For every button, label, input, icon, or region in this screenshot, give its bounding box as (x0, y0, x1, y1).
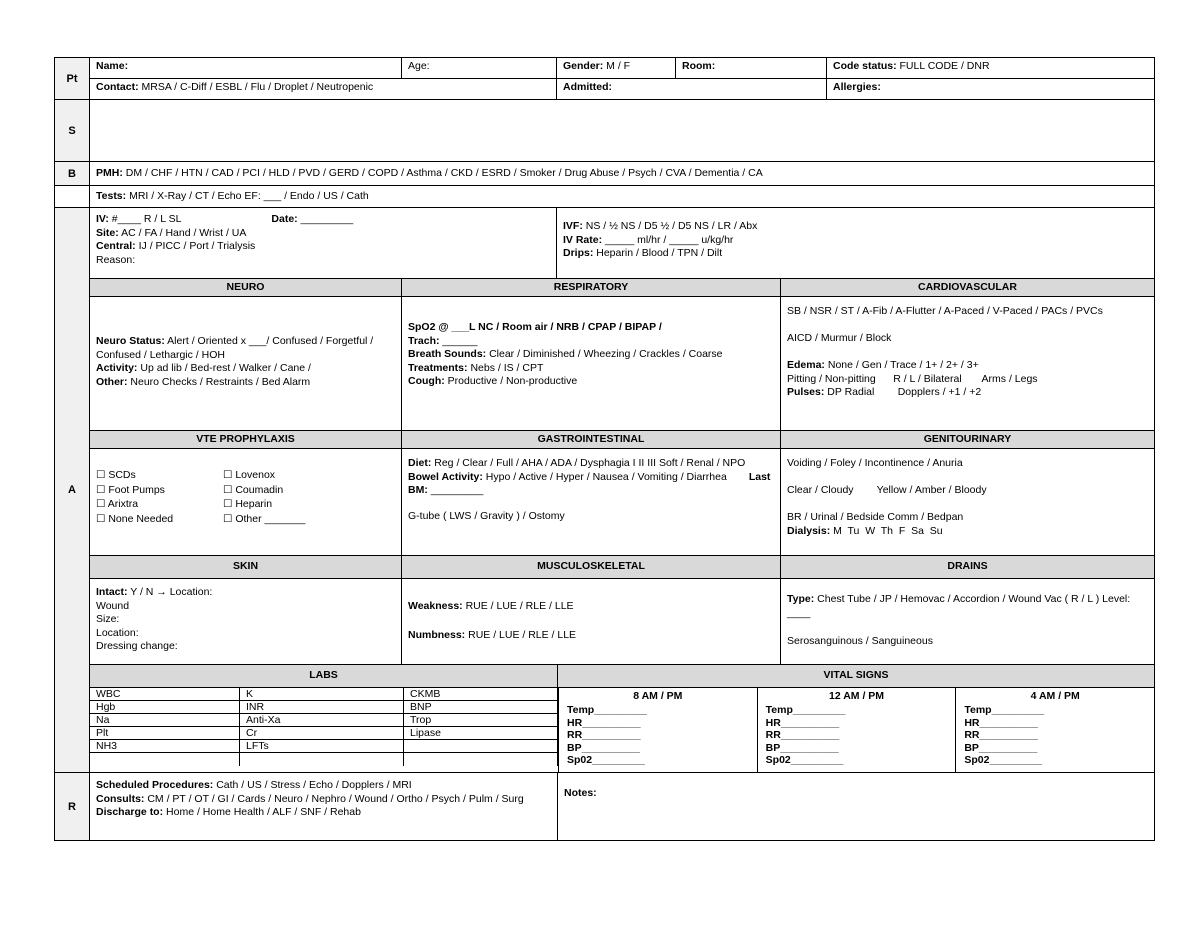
sbar-report-sheet (54, 57, 1155, 841)
lab-cell[interactable]: CKMB (404, 688, 558, 701)
respiratory-header: RESPIRATORY (402, 279, 781, 296)
lab-cell[interactable]: Plt (90, 727, 240, 740)
admitted-field[interactable]: Admitted: (557, 79, 827, 99)
lab-cell[interactable]: K (240, 688, 404, 701)
lab-cell[interactable] (240, 753, 404, 766)
vte-header: VTE PROPHYLAXIS (90, 431, 402, 448)
lab-cell[interactable]: BNP (404, 701, 558, 714)
age-field[interactable]: Age: (402, 58, 557, 78)
name-field[interactable]: Name: (90, 58, 402, 78)
drains-header: DRAINS (781, 556, 1154, 578)
cardiovascular-block[interactable]: SB / NSR / ST / A-Fib / A-Flutter / A-Paced / V-Paced / PACs / PVCs AICD / Murmur / Block Edema: None / Gen / Trace / 1+ / 2+ / 3+ Pitting / Non-pitting R / L / Bilateral Arms / Legs Pulses: DP Radial Dopplers / +1 / +2 (787, 305, 1103, 398)
patient-row (55, 58, 1154, 100)
label-b: B (55, 162, 90, 185)
label-r: R (55, 773, 90, 840)
lab-cell[interactable] (90, 753, 240, 766)
skin-header: SKIN (90, 556, 402, 578)
gu-block[interactable]: Voiding / Foley / Incontinence / Anuria Clear / Cloudy Yellow / Amber / Bloody BR / Urinal / Bedside Comm / Bedpan Dialysis: M Tu W Th F Sa Su (787, 457, 987, 537)
lab-cell[interactable]: LFTs (240, 740, 404, 753)
vitals-col-4am[interactable]: 4 AM / PM Temp_________ HR__________ RR__________ BP__________ Sp02_________ (964, 690, 1080, 766)
gu-header: GENITOURINARY (781, 431, 1154, 448)
msk-header: MUSCULOSKELETAL (402, 556, 781, 578)
respiratory-block[interactable]: SpO2 @ ___L NC / Room air / NRB / CPAP / BIPAP / Trach: ______ Breath Sounds: Clear / Diminished / Wheezing / Crackles / Coarse Treatments: Nebs / IS / CPT Cough: Productive / Non-productive (402, 297, 781, 430)
lab-cell[interactable]: Lipase (404, 727, 558, 740)
vte-option[interactable]: ☐ Other _______ (223, 512, 306, 525)
room-field[interactable]: Room: (676, 58, 827, 78)
code-status-field[interactable]: Code status: FULL CODE / DNR (833, 60, 990, 72)
vte-option[interactable]: ☐ Lovenox (223, 469, 276, 481)
situation-area[interactable] (90, 100, 1154, 161)
lab-cell[interactable]: Hgb (90, 701, 240, 714)
label-a: A (55, 208, 90, 772)
recommendation-row (55, 773, 1154, 840)
gi-header: GASTROINTESTINAL (402, 431, 781, 448)
gi-block[interactable]: Diet: Reg / Clear / Full / AHA / ADA / Dysphagia I II III Soft / Renal / NPO Bowel Activity: Hypo / Active / Hyper / Nausea / Vomiting / Diarrhea Last BM: _________ G-tube ( LWS / Gravity ) / Ostomy (402, 449, 781, 555)
vitals-col-12am[interactable]: 12 AM / PM Temp_________ HR__________ RR__________ BP__________ Sp02_________ (758, 688, 957, 772)
label-s: S (55, 100, 90, 161)
gender-field[interactable]: Gender: M / F (557, 58, 676, 78)
recommendation-block[interactable]: Scheduled Procedures: Cath / US / Stress / Echo / Dopplers / MRI Consults: CM / PT / OT / GI / Cards / Neuro / Nephro / Wound / Ortho / Psych / Pulm / Surg Discharge to: Home / Home Health / ALF / SNF / Rehab (90, 773, 558, 840)
background-row (55, 162, 1154, 186)
vte-option[interactable]: ☐ None Needed (96, 512, 174, 525)
vitals-col-8am[interactable]: 8 AM / PM Temp_________ HR__________ RR__________ BP__________ Sp02_________ (559, 688, 758, 772)
drains-block[interactable]: Type: Chest Tube / JP / Hemovac / Accordion / Wound Vac ( R / L ) Level: ____ Serosanguinous / Sanguineous (787, 593, 1131, 647)
lab-cell[interactable]: INR (240, 701, 404, 714)
lab-cell[interactable]: Anti-Xa (240, 714, 404, 727)
lab-cell[interactable]: NH3 (90, 740, 240, 753)
lab-cell[interactable] (404, 740, 558, 753)
vte-option[interactable]: ☐ SCDs (96, 469, 136, 481)
labs-header: LABS (90, 665, 558, 687)
assessment-row (55, 208, 1154, 773)
lab-cell[interactable]: Trop (404, 714, 558, 727)
allergies-field[interactable]: Allergies: (833, 81, 881, 93)
vte-option[interactable]: ☐ Coumadin (223, 483, 284, 496)
iv-site-block[interactable]: IV: #____ R / L SL Date: _________ Site: AC / FA / Hand / Wrist / UA Central: IJ / PICC / Port / Trialysis Reason: (90, 208, 557, 278)
cardiovascular-header: CARDIOVASCULAR (781, 279, 1154, 296)
skin-block[interactable]: Intact: Y / N → Location: Wound Size: Location: Dressing change: (90, 579, 402, 664)
msk-block[interactable]: Weakness: RUE / LUE / RLE / LLE Numbness: RUE / LUE / RLE / LLE (402, 579, 781, 664)
vte-option[interactable]: ☐ Heparin (223, 498, 273, 510)
labs-grid (90, 688, 559, 772)
neuro-block[interactable]: Neuro Status: Alert / Oriented x ___/ Confused / Forgetful / Confused / Lethargic / HOH Activity: Up ad lib / Bed-rest / Walker / Cane / Other: Neuro Checks / Restraints / Bed Alarm (90, 297, 402, 430)
vte-option[interactable]: ☐ Arixtra (96, 498, 139, 510)
contact-field[interactable]: Contact: MRSA / C-Diff / ESBL / Flu / Droplet / Neutropenic (90, 79, 557, 99)
pmh-field[interactable]: PMH: DM / CHF / HTN / CAD / PCI / HLD / PVD / GERD / COPD / Asthma / CKD / ESRD / Smoker / Drug Abuse / Psych / CVA / Dementia / CA (96, 167, 763, 179)
vitals-header: VITAL SIGNS (558, 665, 1154, 687)
vte-option[interactable]: ☐ Foot Pumps (96, 483, 165, 496)
ivf-block[interactable]: IVF: NS / ½ NS / D5 ½ / D5 NS / LR / Abx IV Rate: _____ ml/hr / _____ u/kg/hr Drips: Heparin / Blood / TPN / Dilt (563, 220, 758, 259)
tests-row (55, 186, 1154, 208)
vte-block[interactable] (90, 449, 402, 555)
label-pt: Pt (55, 58, 90, 99)
tests-field[interactable]: Tests: MRI / X-Ray / CT / Echo EF: ___ / Endo / US / Cath (96, 190, 369, 202)
neuro-header: NEURO (90, 279, 402, 296)
vitals-grid (559, 688, 1154, 772)
lab-cell[interactable]: Na (90, 714, 240, 727)
notes-field[interactable]: Notes: (564, 787, 597, 799)
lab-cell[interactable]: Cr (240, 727, 404, 740)
lab-cell[interactable]: WBC (90, 688, 240, 701)
lab-cell[interactable] (404, 753, 558, 766)
situation-row (55, 100, 1154, 162)
